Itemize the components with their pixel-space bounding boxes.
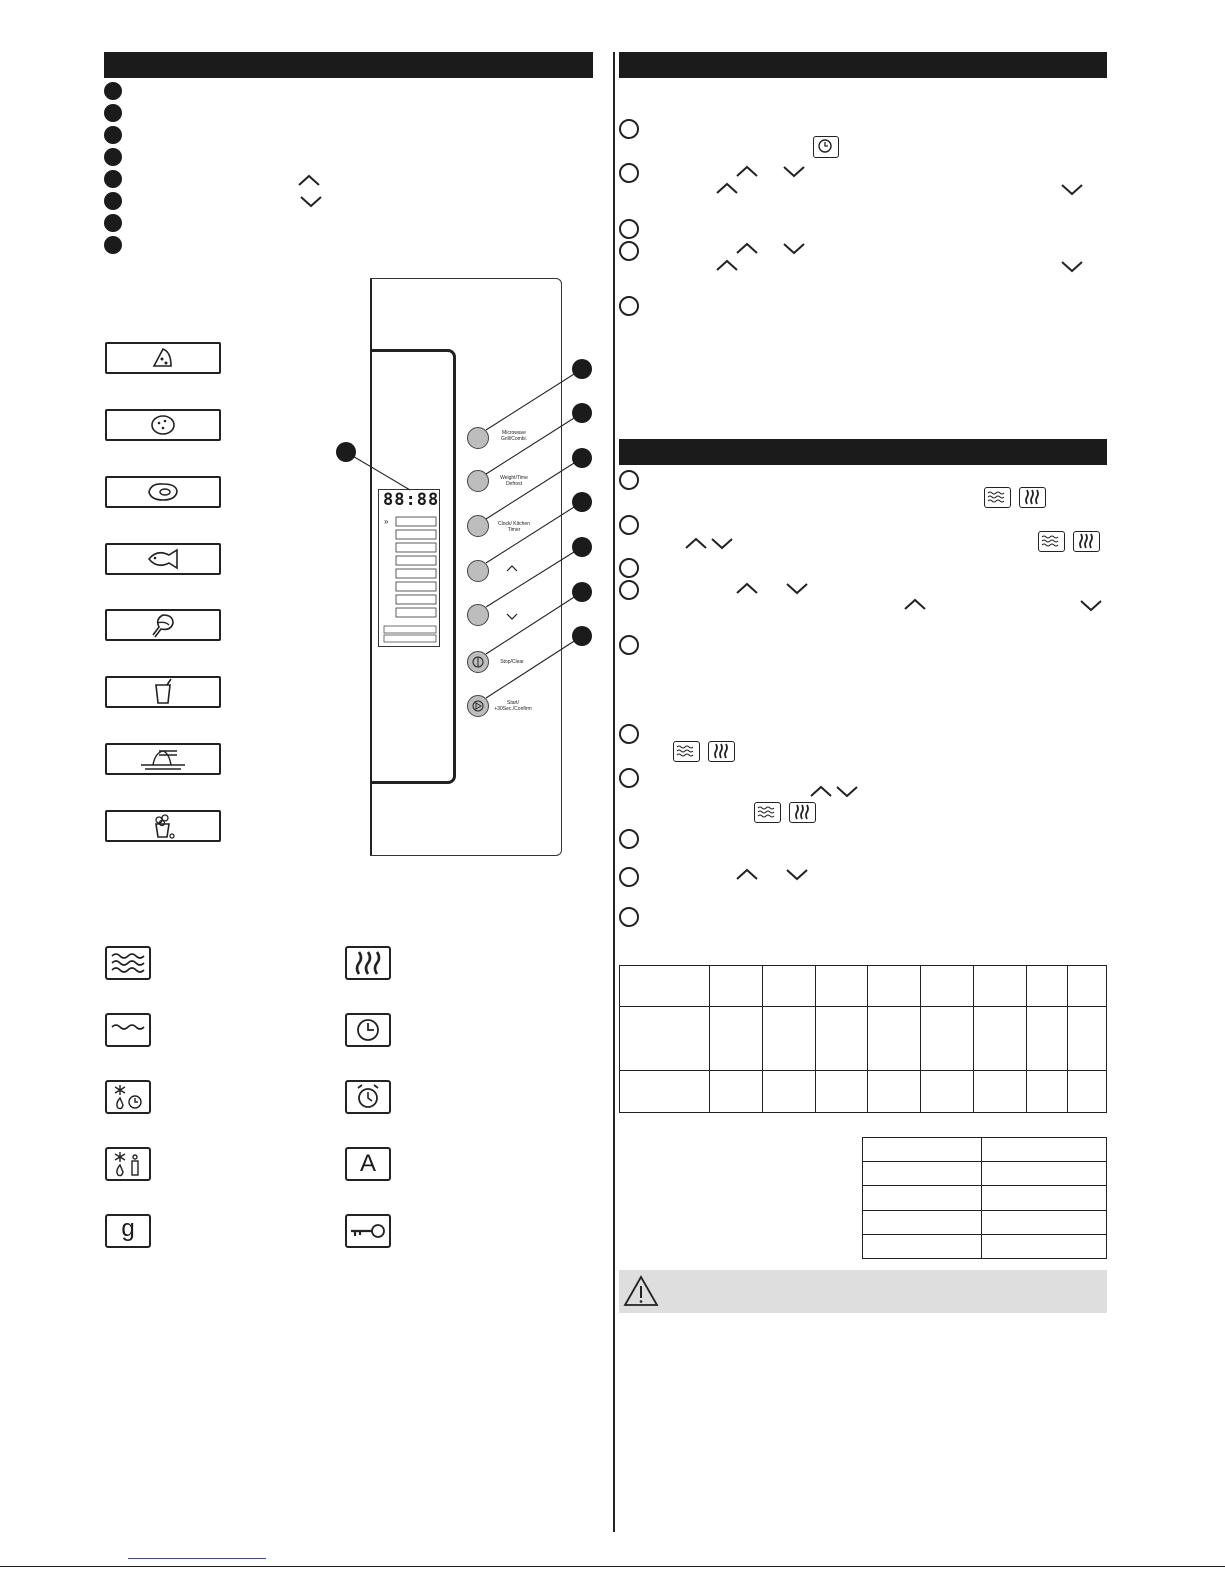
callout-7 (572, 626, 592, 646)
up-arrow-icon (734, 164, 760, 178)
step-circle (619, 580, 639, 600)
up-down-arrows-icon (683, 535, 735, 551)
step-circle (619, 219, 639, 239)
down-arrow-icon (1059, 182, 1085, 196)
power-level-table (619, 965, 1107, 1113)
key-lock-icon (345, 1214, 391, 1248)
weight-defrost-icon (105, 1080, 151, 1114)
callout-6 (572, 582, 592, 602)
callout-2 (572, 403, 592, 423)
start-button-label: Start/ +30Sec./Confirm (494, 700, 532, 712)
grill-time-table (862, 1137, 1107, 1259)
down-arrow-icon (784, 867, 810, 881)
down-arrow-icon (784, 581, 810, 595)
up-arrow-icon (714, 181, 740, 195)
clock-icon (813, 136, 839, 158)
up-arrow-icon (734, 867, 760, 881)
down-arrow-icon (781, 241, 807, 255)
auto-icon (345, 1147, 391, 1181)
alarm-icon (345, 1080, 391, 1114)
grill-icon (789, 802, 816, 823)
svg-text:»: » (384, 517, 389, 526)
step-circle (619, 241, 639, 261)
callout-3 (572, 448, 592, 468)
down-arrow-icon (781, 164, 807, 178)
footer-link-underline (128, 1558, 266, 1559)
step-circle (619, 470, 639, 490)
weight-letter: g (121, 1215, 135, 1242)
clock-button-label: Clock/ Kitchen Timer (498, 521, 530, 533)
step-circle (619, 724, 639, 744)
lcd-digits: 88:88 (383, 490, 440, 510)
callout-display (336, 442, 356, 462)
down-arrow-icon (1059, 259, 1085, 273)
callout-1 (572, 359, 592, 379)
step-circle (619, 163, 639, 183)
step-circle (619, 119, 639, 139)
grill-icon (345, 946, 391, 980)
up-arrow-icon (734, 581, 760, 595)
microwave-icon (673, 741, 700, 762)
up-arrow-icon (734, 241, 760, 255)
clock-icon (345, 1013, 391, 1047)
weight-time-button-label: Weight/Time Defrost (500, 475, 528, 487)
combi-icon (105, 1013, 151, 1047)
step-circle (619, 768, 639, 788)
step-circle (619, 635, 639, 655)
grill-icon (708, 741, 735, 762)
step-circle (619, 907, 639, 927)
microwave-button-label: Microwave Grill/Combi. (500, 430, 528, 442)
time-defrost-icon (105, 1147, 151, 1181)
down-arrow-icon (1078, 598, 1104, 612)
footer-rule (0, 1566, 1225, 1567)
up-down-arrows-icon (808, 783, 860, 799)
auto-letter: A (359, 1150, 376, 1177)
step-circle (619, 867, 639, 887)
callout-4 (572, 492, 592, 512)
stop-button-label: Stop/Clear (500, 659, 524, 665)
grill-icon (1073, 531, 1100, 552)
up-arrow-icon (714, 258, 740, 272)
microwave-icon (984, 487, 1011, 508)
step-circle (619, 829, 639, 849)
microwave-icon (754, 802, 781, 823)
weight-icon (105, 1214, 151, 1248)
grill-icon (1019, 487, 1046, 508)
step-circle (619, 558, 639, 578)
callout-5 (572, 537, 592, 557)
step-circle (619, 296, 639, 316)
microwave-icon (1038, 531, 1065, 552)
warning-icon (622, 1274, 660, 1308)
warning-box (619, 1270, 1107, 1313)
step-circle (619, 515, 639, 535)
microwave-icon (105, 946, 151, 980)
up-arrow-icon (902, 597, 928, 611)
